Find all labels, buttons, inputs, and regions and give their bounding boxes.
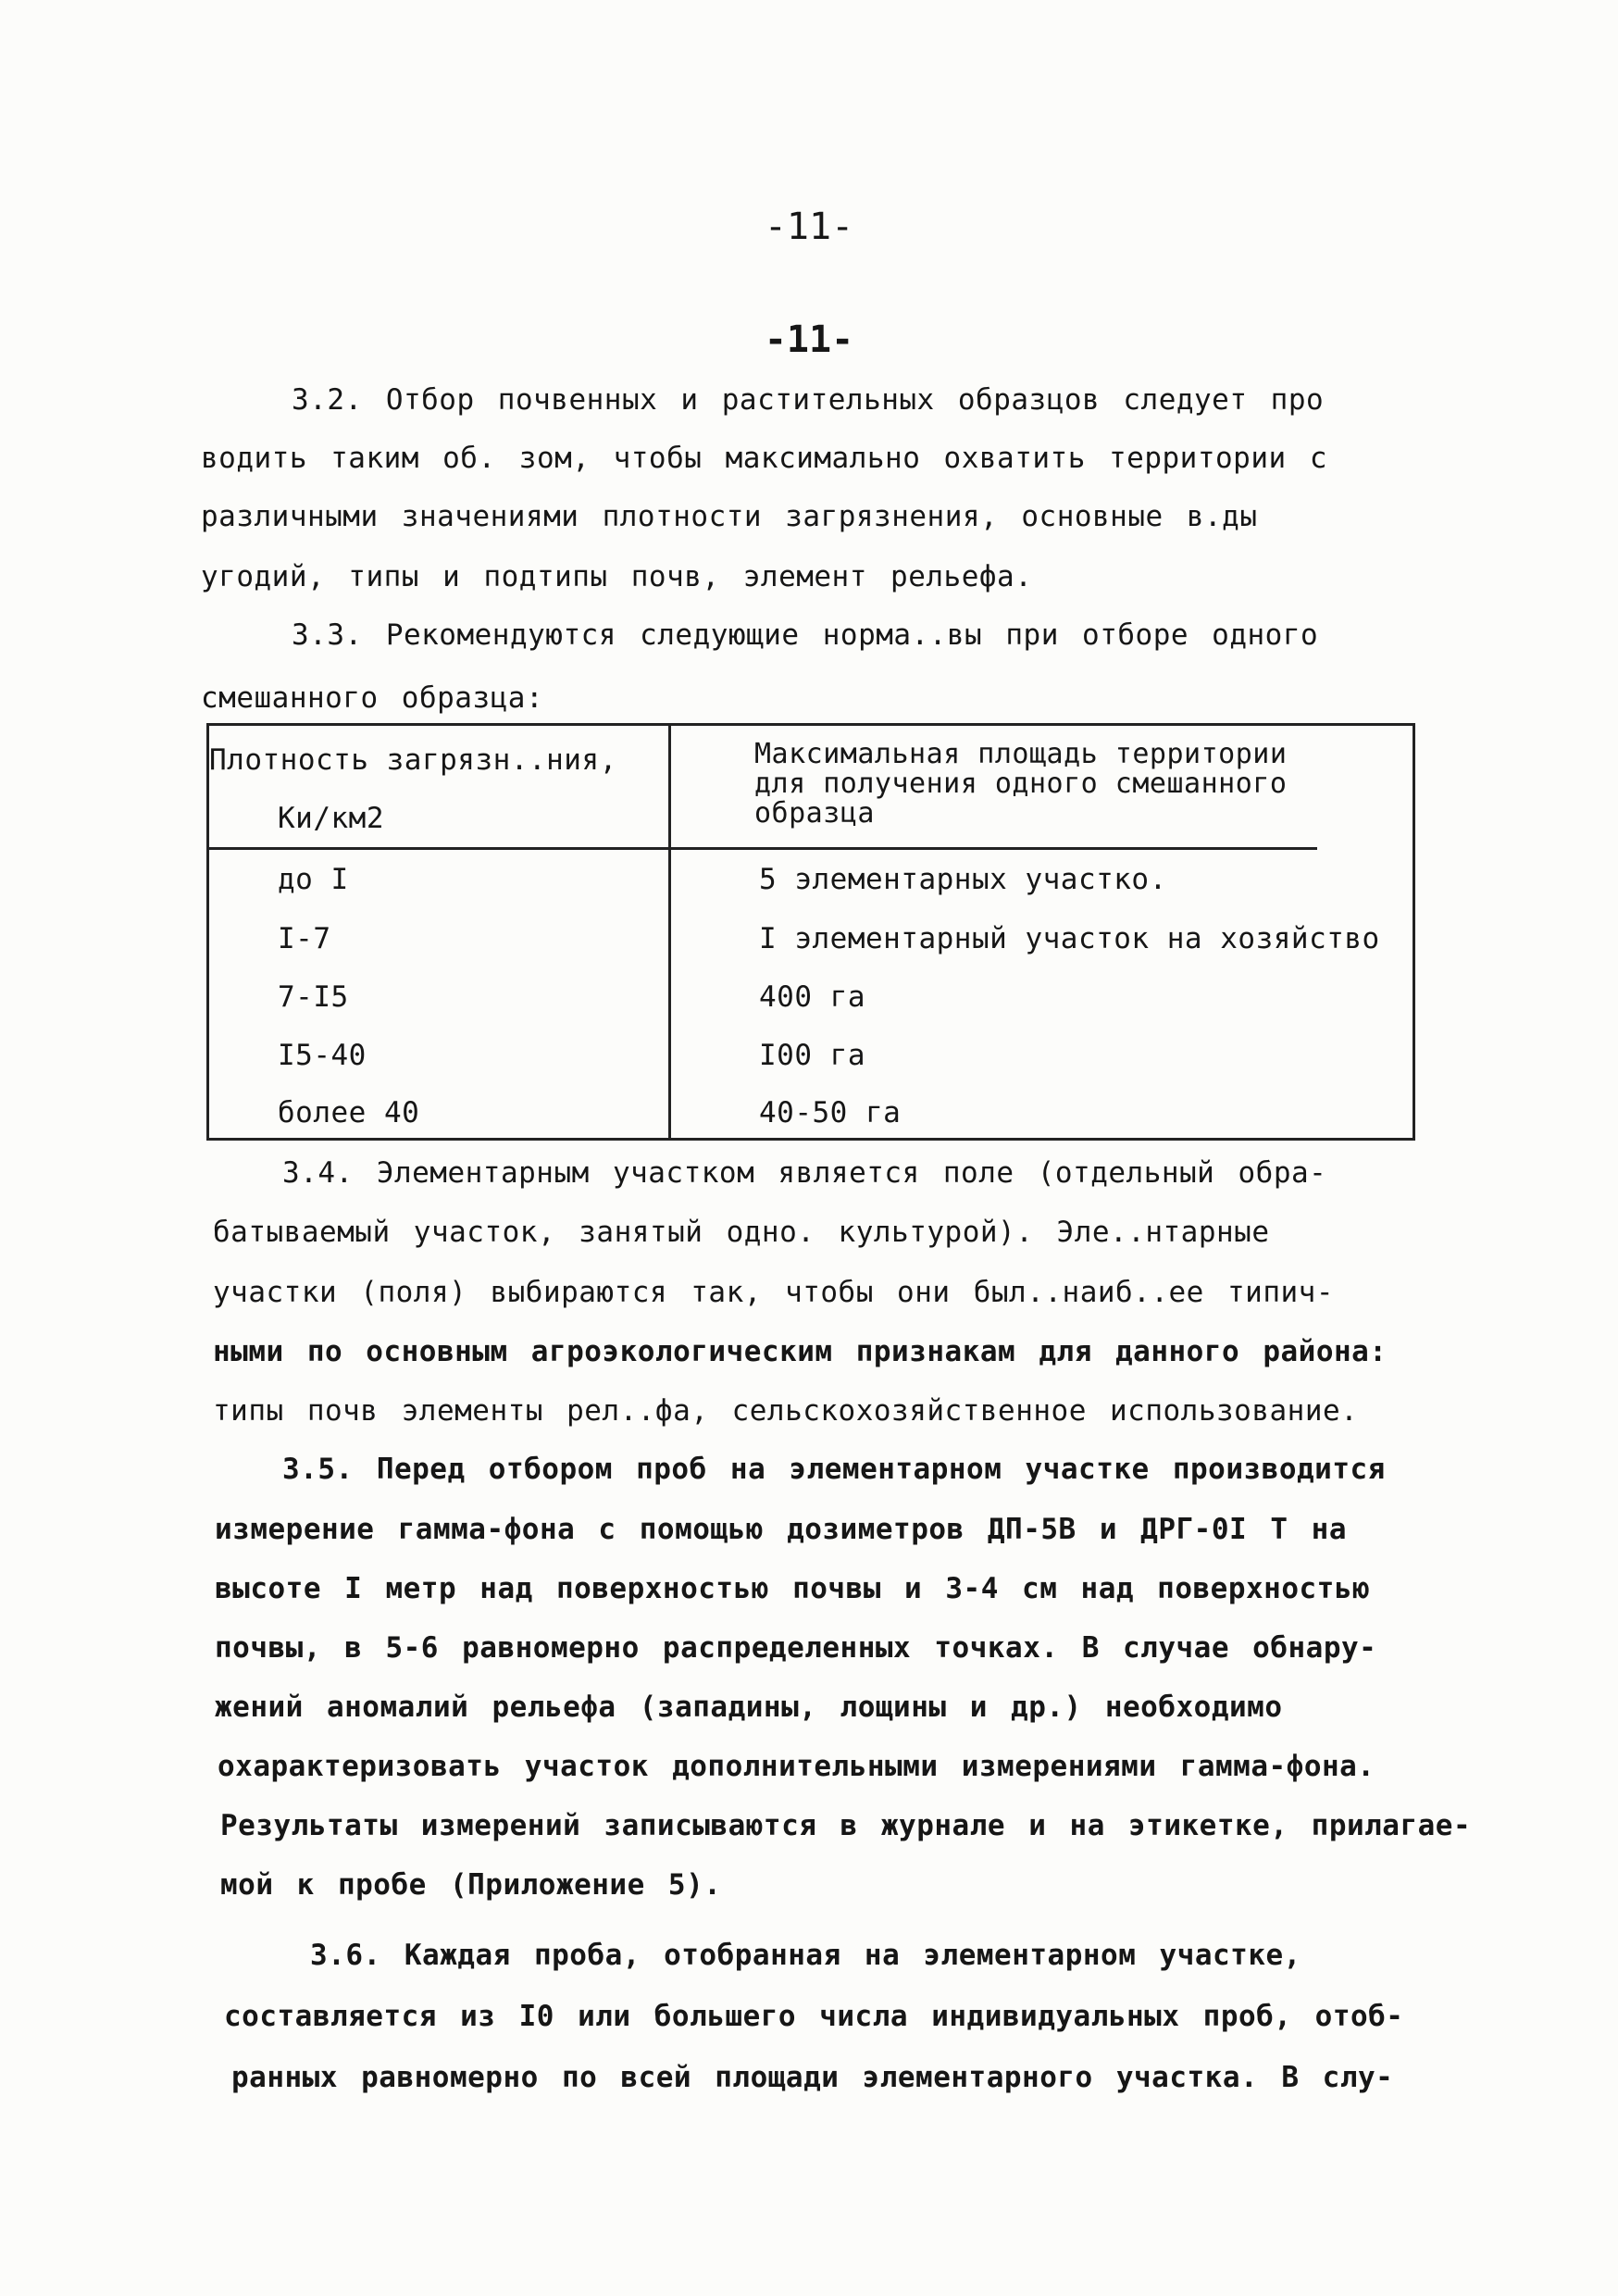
paragraph-3-5-line-3: высоте I метр над поверхностью почвы и 3-4 см над поверхностью: [215, 1572, 1371, 1605]
table-header-area-line-1: Максимальная площадь территории: [754, 738, 1288, 770]
table-row-1-density: до I: [278, 863, 349, 896]
paragraph-3-5-line-4: почвы, в 5-6 равномерно распределенных точках. В случае обнару-: [215, 1631, 1377, 1665]
paragraph-3-2-line-3: различными значениями плотности загрязнения, основные в.ды: [201, 500, 1258, 533]
paragraph-3-4-line-2: батываемый участок, занятый одно. культурой). Эле..нтарные: [213, 1216, 1270, 1249]
paragraph-3-5-line-6: охарактеризовать участок дополнительными измерениями гамма-фона.: [218, 1750, 1375, 1783]
paragraph-3-5-line-5: жений аномалий рельефа (западины, лощины и др.) необходимо: [215, 1691, 1283, 1724]
table-row-2-density: I-7: [278, 922, 331, 955]
paragraph-3-6-line-3: ранных равномерно по всей площади элементарного участка. В слу-: [231, 2061, 1394, 2094]
paragraph-3-5-line-2: измерение гамма-фона с помощью дозиметров ДП-5В и ДРГ-0I Т на: [215, 1513, 1347, 1546]
page-number-top: -11-: [764, 206, 854, 248]
paragraph-3-5-line-1: 3.5. Перед отбором проб на элементарном участке производится: [282, 1453, 1386, 1486]
paragraph-3-4-line-1: 3.4. Элементарным участком является поле (отдельный обра-: [282, 1156, 1327, 1190]
paragraph-3-3-line-2: смешанного образца:: [201, 681, 544, 715]
table-header-density: Плотность загрязн..ния,: [209, 743, 617, 777]
table-header-density-unit: Ки/км2: [278, 802, 384, 835]
table-row-1-area: 5 элементарных участко.: [759, 863, 1167, 896]
table-row-2-area: I элементарный участок на хозяйство: [759, 922, 1380, 955]
paragraph-3-5-line-7: Результаты измерений записываются в журнале и на этикетке, прилагае-: [220, 1809, 1472, 1842]
paragraph-3-4-line-4: ными по основным агроэкологическим признакам для данного района:: [213, 1335, 1388, 1368]
table-header-area-line-2: для получения одного смешанного: [754, 767, 1288, 800]
table-row-4-density: I5-40: [278, 1039, 367, 1072]
table-row-3-density: 7-I5: [278, 980, 349, 1014]
table-row-3-area: 400 га: [759, 980, 865, 1014]
table-header-divider: [206, 847, 1317, 850]
paragraph-3-2-line-2: водить таким об. зом, чтобы максимально охватить территории с: [201, 442, 1327, 475]
paragraph-3-6-line-2: составляется из I0 или большего числа индивидуальных проб, отоб-: [224, 2000, 1404, 2033]
table-row-5-area: 40-50 га: [759, 1096, 902, 1129]
paragraph-3-4-line-3: участки (поля) выбираются так, чтобы они был..наиб..ее типич-: [213, 1276, 1334, 1309]
paragraph-3-2-line-4: угодий, типы и подтипы почв, элемент рельефа.: [201, 560, 1033, 593]
table-row-5-density: более 40: [278, 1096, 420, 1129]
paragraph-3-2-line-1: 3.2. Отбор почвенных и растительных образцов следует про: [292, 383, 1325, 417]
table-header-area-line-3: образца: [754, 797, 875, 830]
table-column-divider: [668, 723, 671, 1141]
paragraph-3-5-line-8: мой к пробе (Приложение 5).: [220, 1868, 722, 1902]
page-number-second: -11-: [764, 318, 854, 361]
paragraph-3-4-line-5: типы почв элементы рел..фа, сельскохозяйственное использование.: [213, 1394, 1359, 1428]
table-row-4-area: I00 га: [759, 1039, 865, 1072]
paragraph-3-3-line-1: 3.3. Рекомендуются следующие норма..вы при отборе одного: [292, 618, 1319, 652]
paragraph-3-6-line-1: 3.6. Каждая проба, отобранная на элементарном участке,: [310, 1939, 1301, 1972]
